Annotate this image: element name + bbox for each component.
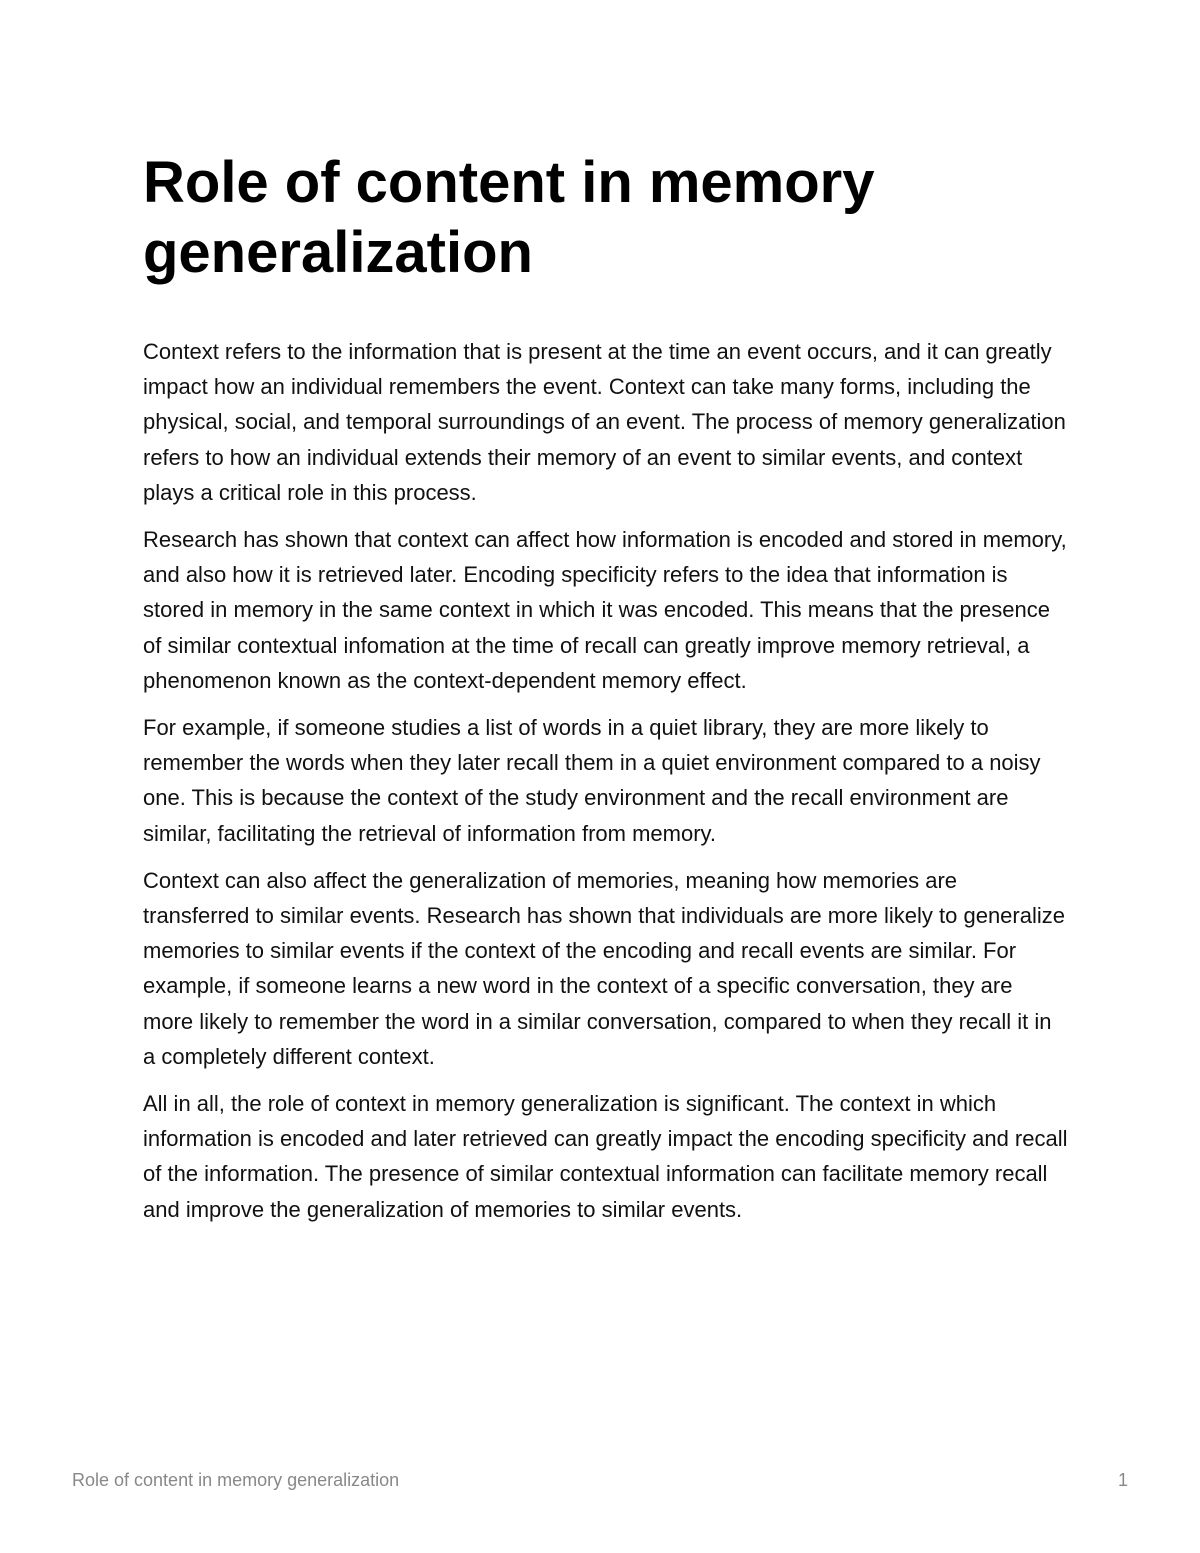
footer-title: Role of content in memory generalization — [72, 1469, 400, 1490]
page-number: 1 — [1117, 1469, 1128, 1490]
document-body — [143, 148, 1068, 1239]
paragraph: For example, if someone studies a list of words in a quiet library, they are more likely to remember the words when they later recall them in a quiet environment compared to a noisy one. This is because the context of the study environment and the recall environment are similar, facilitating the retrieval of information from memory. — [143, 715, 1041, 846]
document-title: Role of content in memory generalization — [143, 150, 875, 285]
paragraph: All in all, the role of context in memory generalization is significant. The context in which information is encoded and later retrieved can greatly impact the encoding specificity and recall of the information. The presence of similar contextual information can facilitate memory recall and improve the generalization of memories to similar events. — [143, 1091, 1068, 1222]
page-footer — [72, 1465, 1128, 1495]
paragraph: Context can also affect the generalization of memories, meaning how memories are transferred to similar events. Research has shown that individuals are more likely to generalize memories to similar events if the context of the encoding and recall events are similar. For example, if someone learns a new word in the context of a specific conversation, they are more likely to remember the word in a similar conversation, compared to when they recall it in a completely different context. — [143, 867, 1065, 1069]
paragraph: Context refers to the information that is present at the time an event occurs, and it can greatly impact how an individual remembers the event. Context can take many forms, including the physical, social, and temporal surroundings of an event. The process of memory generalization refers to how an individual extends their memory of an event to similar events, and context plays a critical role in this process. — [143, 339, 1066, 505]
paragraph: Research has shown that context can affect how information is encoded and stored in memory, and also how it is retrieved later. Encoding specificity refers to the idea that information is stored in memory in the same context in which it was encoded. This means that the presence of similar contextual infomation at the time of recall can greatly improve memory retrieval, a phenomenon known as the context-dependent memory effect. — [143, 527, 1067, 693]
